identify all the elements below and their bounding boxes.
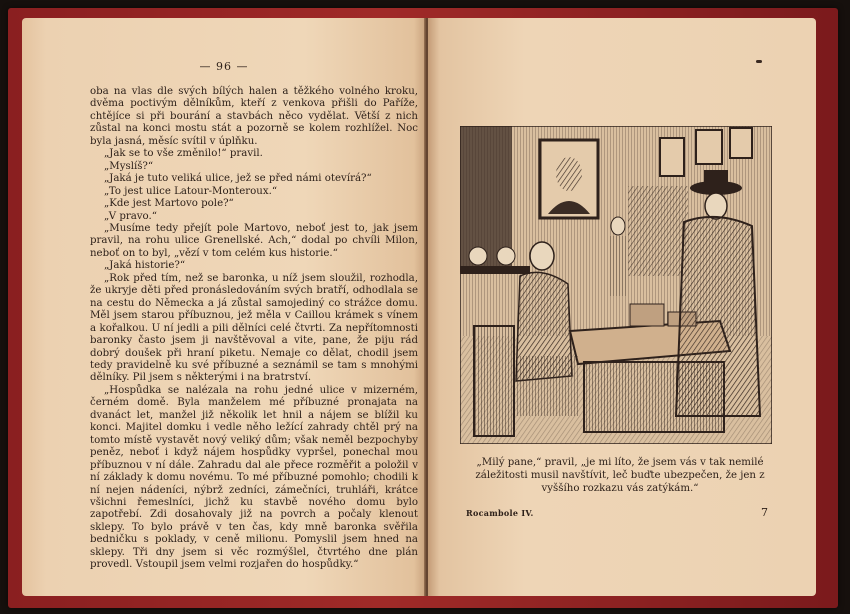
folio-number: 7 (761, 506, 768, 519)
left-page (22, 18, 426, 596)
illustration-caption: „Milý pane,“ pravil, „je mi líto, že jsem vás v tak nemilé záležitosti musil navštívit, leč buďte ubezpečen, že jen z vyššího rozkazu vás zatýkám.“ (475, 457, 765, 494)
paragraph: „Hospůdka se nalézala na rohu jedné ulice v mizerném, černém domě. Byla manželem mé příbuzné pronajata na dvanáct let, manžel již několik let hnil a nájem se blížil ku konci. Majitel domku i vedle něho ležící zahrady chtěl prý na tomto místě vystavět nový veliký dům; však neměl bezpochyby peněz, neboť i když nájem hospůdky vypršel, ponechal mou příbuznou v ní dále. Zahradu dal ale přece rozměřit a položil v ní základy k domu novému. To mé příbuzné pomohlo; chodili k ní nejen nádeníci, nýbrž zedníci, zámečníci, truhláři, krátce všichni řemeslníci, jichž ku stavbě nového domu bylo zapotřebí. Zdi dosahovaly již na povrch a počaly klenout sklepy. To bylo právě v ten čas, kdy mně baronka svěřila bedničku s poklady, v ceně milionu. Pomyslil jsem hned na sklepy. Tři dny jsem si věc rozmýšlel, čtvrtého dne plán provedl. Vstoupil jsem velmi rozjařen do hospůdky.“ (90, 384, 418, 571)
printer-mark (756, 60, 762, 63)
paragraph: „To jest ulice Latour-Monteroux.“ (104, 185, 278, 197)
signature-mark: Rocambole IV. (466, 508, 534, 518)
paragraph: „Jak se to vše změnilo!“ pravil. (104, 148, 263, 160)
page-number: — 96 — (199, 60, 249, 73)
paragraph: „Jaká historie?“ (104, 260, 186, 272)
body-text (90, 86, 418, 572)
paragraph: „Rok před tím, než se baronka, u níž jsem sloužil, rozhodla, že ukryje děti před pronásledováním svých bratří, odhodlala se na cestu do Německa a já zůstal samojediný co strážce domu. Měl jsem starou příbuznou, jež měla v Caillou krámek s vínem a kořalkou. U ní jedli a pili dělníci celé čtvrti. Za nepřítomnosti baronky často jsem ji navštěvoval a vite, pane, že piju rád dobrý doušek při hraní piketu. Nemaje co dělat, chodil jsem tedy pravidelně ku své příbuzné a seznámil se tam s mnohými dělníky. Pil jsem s některými i na bratrství. (90, 272, 418, 384)
paragraph: „Jaká je tuto veliká ulice, jež se před námi otevírá?“ (104, 173, 372, 185)
engraving-illustration (460, 126, 772, 444)
right-page (428, 18, 816, 596)
paragraph: „Kde jest Martovo pole?“ (104, 198, 234, 210)
paragraph: oba na vlas dle svých bílých halen a těžkého volného kroku, dvěma poctivým dělníkům, kteří z venkova přišli do Paříže, chtějíce si při bourání a stavbách něco vydělat. Větší z nich zůstal na konci mostu stát a pozorně se kolem rozhlížel. Noc byla jasná, měsíc svítil v úplňku. (90, 86, 418, 147)
paragraph: „Myslíš?“ (104, 160, 154, 172)
paragraph: „V pravo.“ (104, 210, 157, 222)
paragraph: „Musíme tedy přejít pole Martovo, neboť jest to, jak jsem pravil, na rohu ulice Grenellské. Ach,“ dodal po chvíli Milon, neboť on to byl, „vězí v tom celém kus historie.“ (90, 222, 418, 259)
